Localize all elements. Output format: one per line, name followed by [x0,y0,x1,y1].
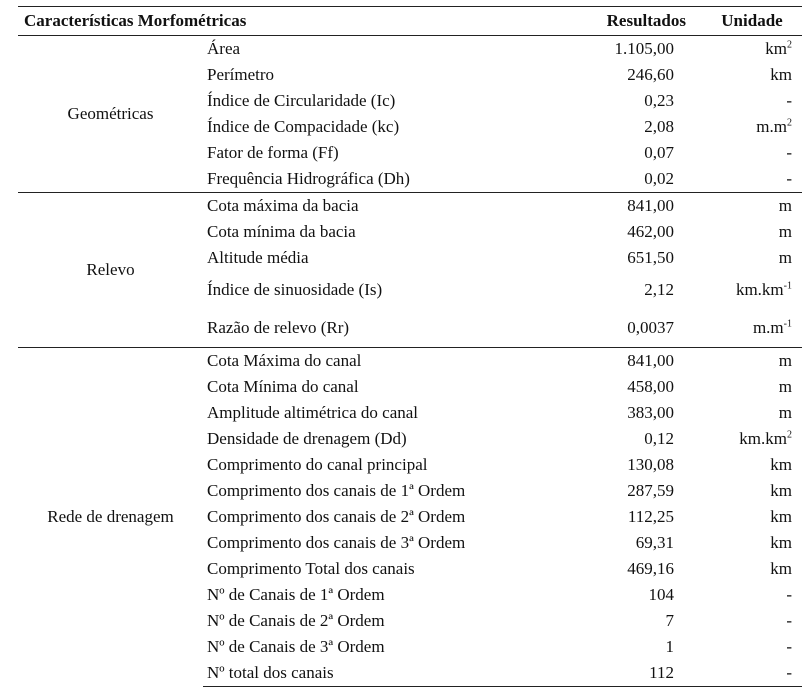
header-results: Resultados [524,7,702,36]
characteristic-name: Índice de Compacidade (kc) [207,117,400,136]
result-value: 104 [648,585,674,604]
characteristic-name: Comprimento Total dos canais [207,559,415,578]
unit-cell [702,219,802,245]
table-row [18,193,802,220]
unit-text: m [778,222,792,241]
unit-cell [702,193,802,220]
unit-cell [702,426,802,452]
result-value: 0,23 [644,91,674,110]
unit-cell [702,452,802,478]
unit-text: m [778,196,792,215]
unit-superscript: -1 [783,318,792,330]
unit-cell [702,530,802,556]
characteristic-name: Área [207,39,241,58]
result-value: 0,07 [644,143,674,162]
result-value: 287,59 [627,481,674,500]
characteristic-name: Comprimento do canal principal [207,455,428,474]
result-value: 246,60 [627,65,674,84]
section-group-label: Relevo [18,193,203,348]
unit-cell [702,660,802,687]
unit-superscript: 2 [787,39,792,51]
result-value: 0,02 [644,169,674,188]
characteristic-name: Densidade de drenagem (Dd) [207,429,407,448]
result-value: 462,00 [627,222,674,241]
result-value: 2,12 [644,280,674,299]
result-value: 383,00 [627,403,674,422]
result-value: 469,16 [627,559,674,578]
section-group-label: Geométricas [67,104,154,123]
result-value: 0,0037 [627,318,674,337]
characteristic-name: Perímetro [207,65,275,84]
unit-text: m [778,351,792,370]
result-value: 7 [665,611,674,630]
unit-cell [702,114,802,140]
result-value: 69,31 [635,533,674,552]
table-body [18,36,802,687]
characteristic-name: Nº total dos canais [203,660,524,687]
unit-text: km [770,507,792,526]
characteristic-name: Comprimento dos canais de 2ª Ordem [207,507,466,526]
unit-cell [702,62,802,88]
unit-text: km [770,533,792,552]
result-value: 651,50 [627,248,674,267]
characteristic-name: Cota Mínima do canal [207,377,359,396]
characteristic-name: Comprimento dos canais de 1ª Ordem [207,481,466,500]
unit-cell [702,348,802,375]
unit-text: km.km [735,280,784,299]
unit-cell [702,374,802,400]
unit-cell [702,608,802,634]
unit-text: - [786,91,792,110]
unit-cell [702,271,802,309]
result-value: 112 [524,660,702,687]
unit-cell [702,36,802,63]
unit-text: km [770,481,792,500]
characteristic-name: Índice de Circularidade (Ic) [207,91,396,110]
unit-text: - [786,585,792,604]
header-unit: Unidade [702,7,802,36]
characteristic-name: Nº de Canais de 2ª Ordem [207,611,385,630]
unit-cell [702,634,802,660]
characteristic-name: Comprimento dos canais de 3ª Ordem [207,533,466,552]
unit-text: km [770,455,792,474]
unit-superscript: 2 [787,429,792,441]
characteristic-name: Nº de Canais de 1ª Ordem [207,585,385,604]
table-row [18,348,802,375]
result-value: 130,08 [627,455,674,474]
characteristic-name: Fator de forma (Ff) [207,143,339,162]
header-characteristics: Características Morfométricas [18,7,524,36]
result-value: 0,12 [644,429,674,448]
unit-cell [702,88,802,114]
unit-text: km [770,559,792,578]
unit-text: m [778,377,792,396]
unit-text: m.m [756,117,787,136]
characteristic-name: Altitude média [207,248,309,267]
unit-cell [702,309,802,348]
unit-cell [702,166,802,193]
unit-superscript: 2 [787,117,792,129]
result-value: 841,00 [524,193,702,220]
unit-cell [702,478,802,504]
unit-text: - [786,637,792,656]
unit-cell [702,245,802,271]
result-value: 1 [665,637,674,656]
unit-text: - [786,143,792,162]
result-value: 2,08 [644,117,674,136]
unit-text: km.km [739,429,787,448]
unit-text: km [765,39,787,58]
unit-cell [702,400,802,426]
result-value: 1.105,00 [614,39,674,58]
unit-cell [702,556,802,582]
characteristic-name: Cota mínima da bacia [207,222,356,241]
unit-text: - [786,663,792,682]
unit-text: m.m [752,318,784,337]
characteristic-name: Índice de sinuosidade (Is) [207,280,383,299]
table-header-row [18,7,802,36]
characteristic-name: Frequência Hidrográfica (Dh) [207,169,410,188]
result-value: 112,25 [627,507,674,526]
morphometric-table [18,6,802,687]
unit-text: m [778,248,792,267]
characteristic-name: Razão de relevo (Rr) [207,318,350,337]
unit-text: - [786,611,792,630]
unit-cell [702,582,802,608]
unit-text: - [786,169,792,188]
unit-text: m [778,403,792,422]
characteristic-name: Amplitude altimétrica do canal [207,403,419,422]
section-group-label: Rede de drenagem [18,348,203,687]
result-value: 841,00 [524,348,702,375]
result-value: 458,00 [627,377,674,396]
characteristic-name: Nº de Canais de 3ª Ordem [207,637,385,656]
characteristic-name: Cota máxima da bacia [203,193,524,220]
unit-text: km [770,65,792,84]
unit-cell [702,140,802,166]
unit-cell [702,504,802,530]
table-row [18,36,802,63]
unit-superscript: -1 [783,280,792,292]
characteristic-name: Cota Máxima do canal [203,348,524,375]
